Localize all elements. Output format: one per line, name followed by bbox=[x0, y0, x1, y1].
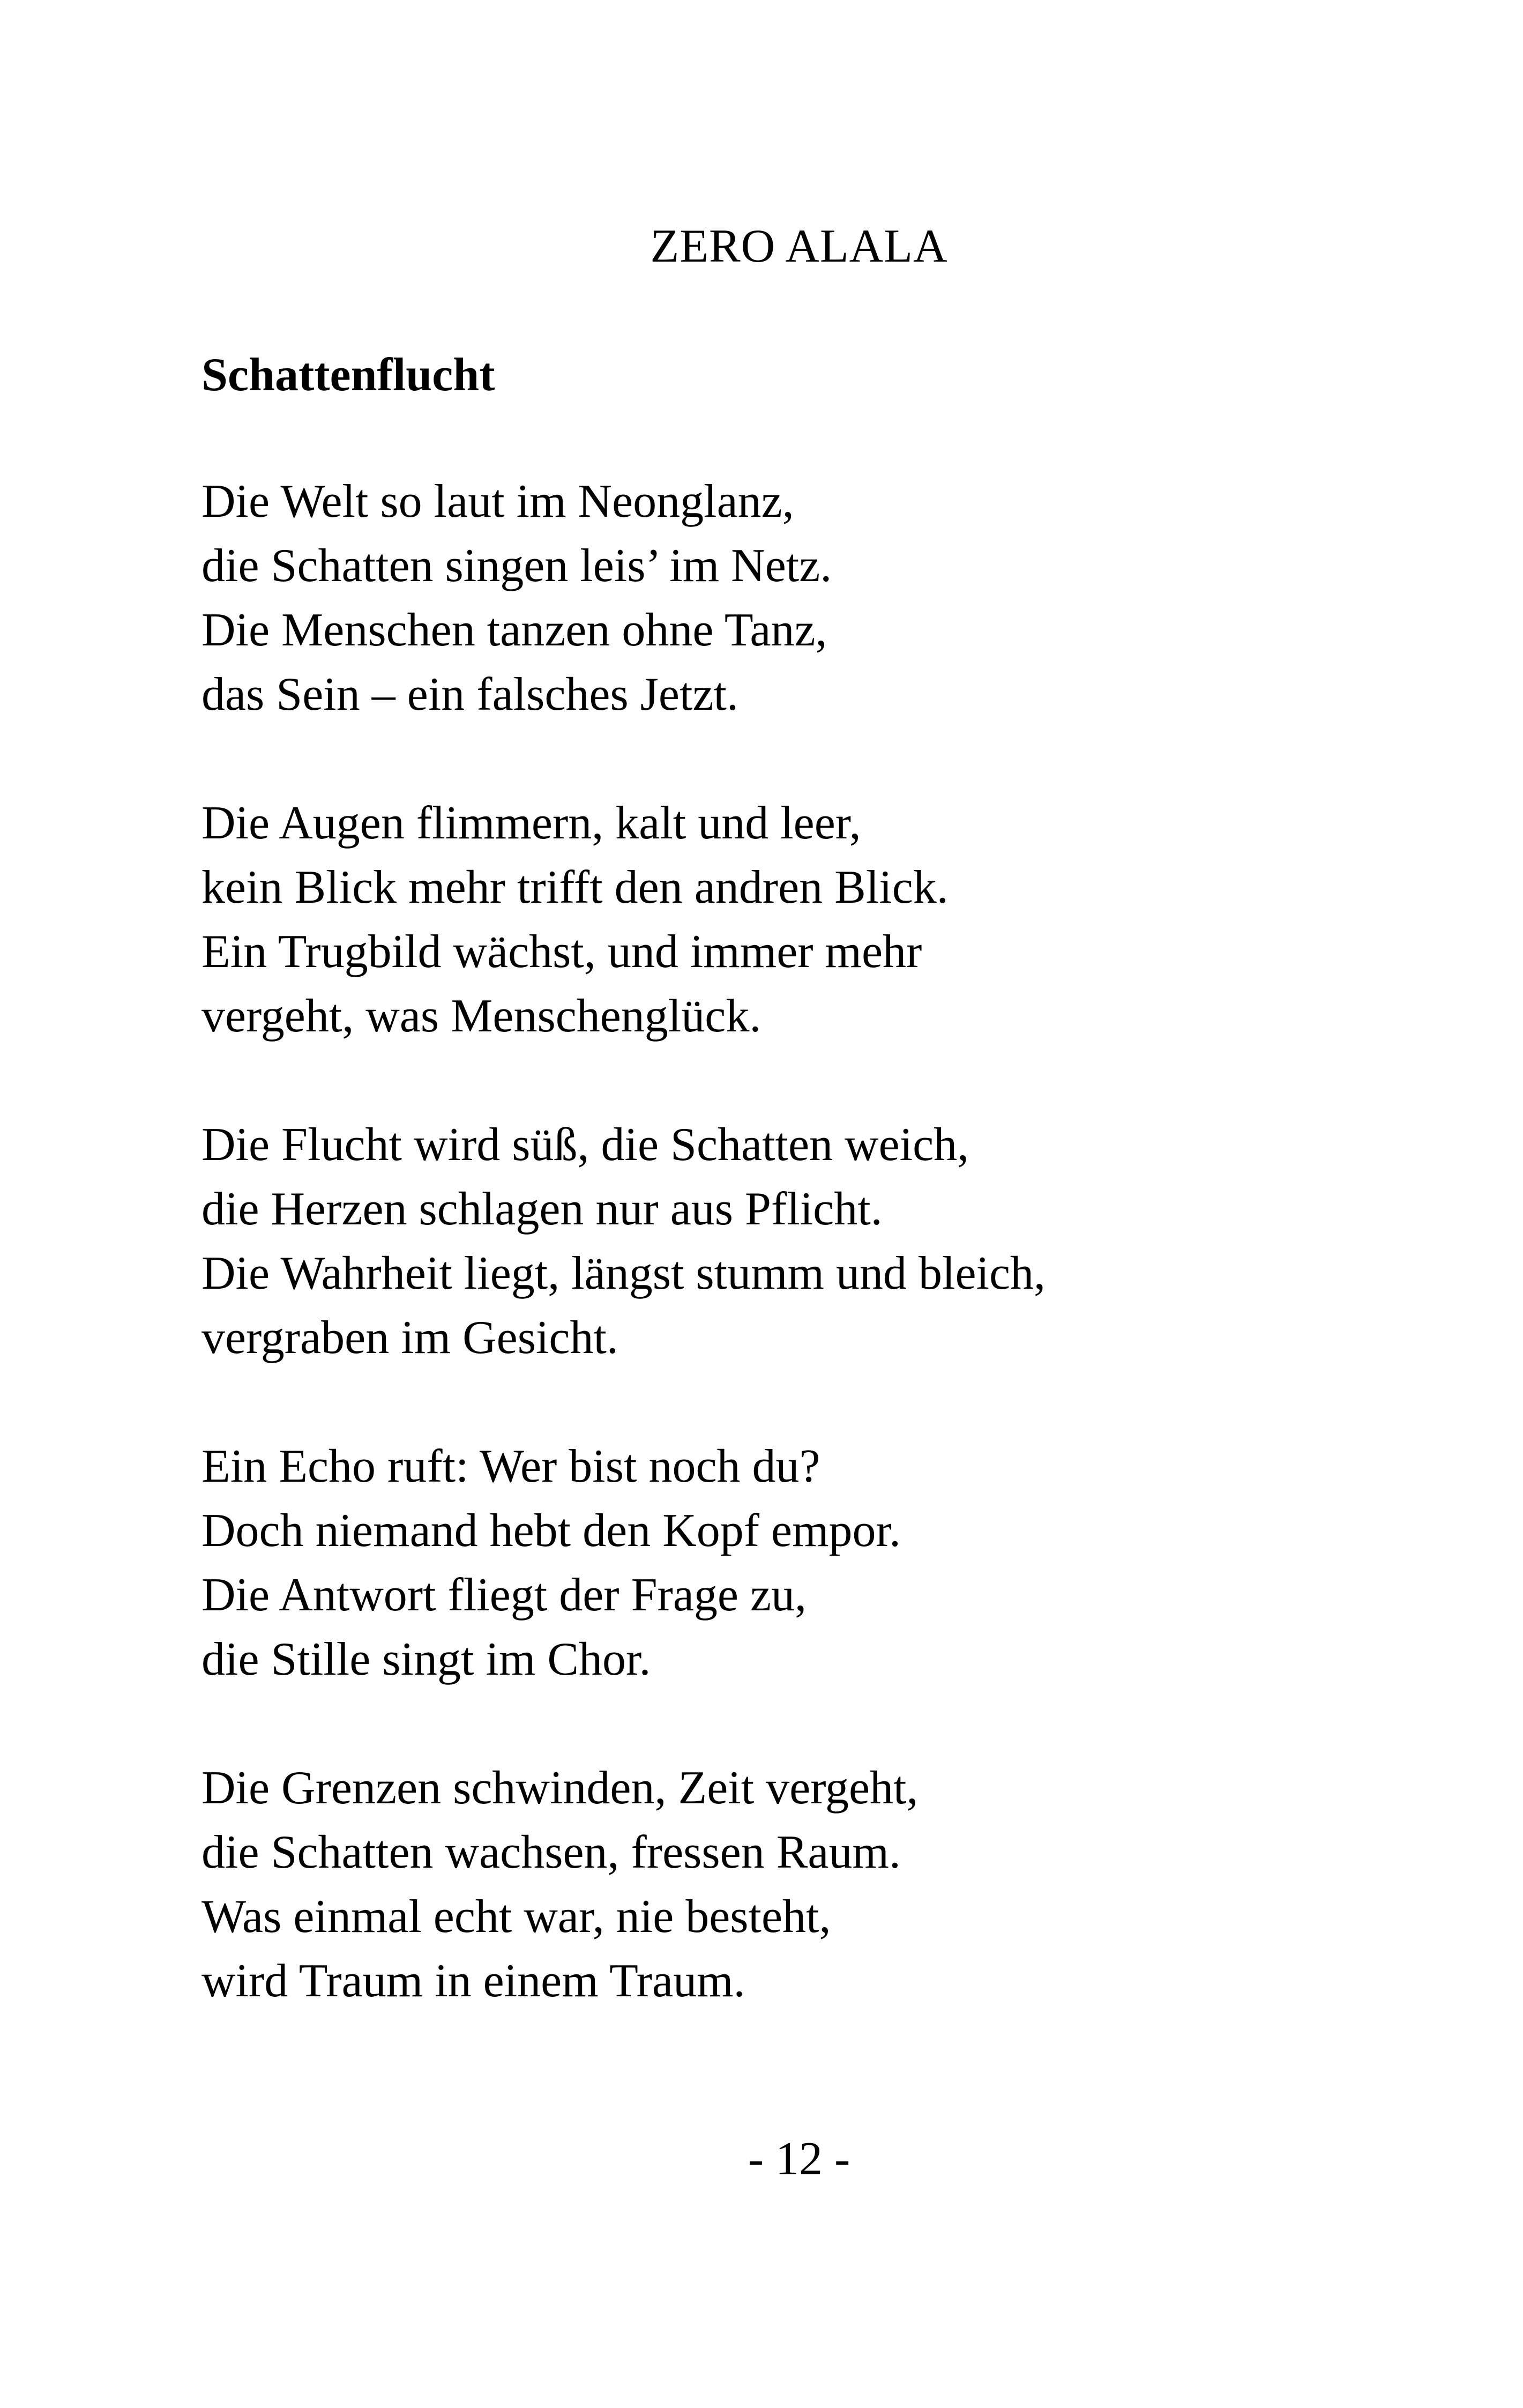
poem-line: Die Flucht wird süß, die Schatten weich, bbox=[201, 1119, 969, 1171]
poem-line: Die Augen flimmern, kalt und leer, bbox=[201, 797, 861, 849]
stanza-4 bbox=[201, 1435, 1380, 1692]
poem-line: Die Welt so laut im Neonglanz, bbox=[201, 475, 794, 527]
page-number: - 12 - bbox=[748, 2133, 850, 2185]
stanza-5 bbox=[201, 1756, 1380, 2013]
poem-line: die Schatten singen leis’ im Netz. bbox=[201, 540, 832, 592]
poem-line: Doch niemand hebt den Kopf empor. bbox=[201, 1505, 901, 1557]
stanza-1 bbox=[201, 470, 1380, 727]
poem-line: Die Grenzen schwinden, Zeit vergeht, bbox=[201, 1762, 919, 1814]
poem-line: Ein Trugbild wächst, und immer mehr bbox=[201, 926, 922, 978]
poem-line: kein Blick mehr trifft den andren Blick. bbox=[201, 861, 949, 913]
poem-line: vergeht, was Menschenglück. bbox=[201, 990, 762, 1042]
poem-line: Die Antwort fliegt der Frage zu, bbox=[201, 1569, 807, 1621]
poem-line: die Stille singt im Chor. bbox=[201, 1633, 651, 1685]
stanza-3 bbox=[201, 1113, 1380, 1370]
poem-line: Die Menschen tanzen ohne Tanz, bbox=[201, 604, 827, 656]
poem-line: das Sein – ein falsches Jetzt. bbox=[201, 668, 738, 720]
stanza-2 bbox=[201, 791, 1380, 1049]
poem-line: wird Traum in einem Traum. bbox=[201, 1955, 745, 2007]
poem-line: Was einmal echt war, nie besteht, bbox=[201, 1891, 831, 1943]
running-head: ZERO ALALA bbox=[650, 220, 948, 272]
poem-line: Die Wahrheit liegt, längst stumm und bleich, bbox=[201, 1247, 1046, 1299]
poem-line: Ein Echo ruft: Wer bist noch du? bbox=[201, 1440, 820, 1492]
poem-body bbox=[201, 470, 1380, 2078]
poem-line: die Herzen schlagen nur aus Pflicht. bbox=[201, 1183, 883, 1235]
poem-line: vergraben im Gesicht. bbox=[201, 1312, 618, 1364]
poem-line: die Schatten wachsen, fressen Raum. bbox=[201, 1826, 901, 1878]
poem-title: Schattenflucht bbox=[201, 349, 495, 401]
